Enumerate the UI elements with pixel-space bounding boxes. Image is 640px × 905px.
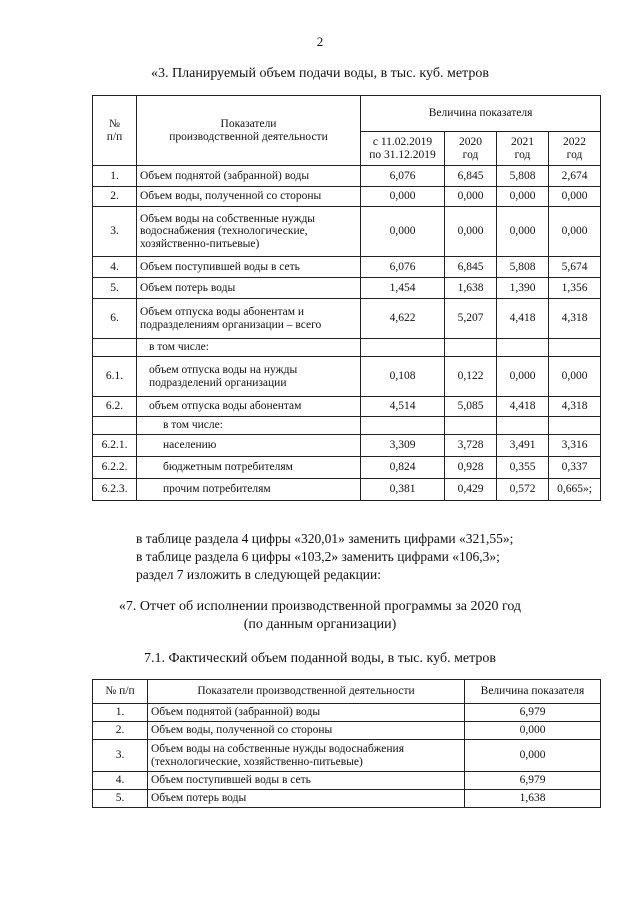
table-row — [93, 722, 601, 740]
table-row — [93, 704, 601, 722]
row-value: 5,674 — [549, 257, 601, 278]
table-row — [93, 299, 601, 339]
row-value — [497, 417, 549, 435]
row-num: 6.2.2. — [93, 457, 137, 479]
table1-heading: «3. Планируемый объем подачи воды, в тыс. куб. метров — [151, 66, 489, 81]
row-value: 0,000 — [497, 187, 549, 207]
row-value — [549, 417, 601, 435]
row-num: 6.1. — [93, 357, 137, 397]
row-name: Объем поднятой (забранной) воды — [148, 704, 465, 722]
row-num: 1. — [93, 166, 137, 187]
row-value: 6,979 — [465, 704, 601, 722]
row-value: 4,418 — [497, 397, 549, 417]
row-num: 5. — [93, 790, 148, 808]
actual-volume-table — [92, 679, 601, 808]
row-value: 1,390 — [497, 278, 549, 299]
row-num: 4. — [93, 257, 137, 278]
row-value: 0,824 — [361, 457, 445, 479]
row-num: 2. — [93, 187, 137, 207]
table-row — [93, 790, 601, 808]
table-row — [93, 207, 601, 257]
row-value: 5,808 — [497, 257, 549, 278]
row-value: 6,076 — [361, 166, 445, 187]
row-name: Объем воды на собственные нужды водоснабжения (технологические, хозяйственно-питьевые) — [137, 207, 361, 257]
table-row — [93, 339, 601, 357]
row-num: 6.2.1. — [93, 435, 137, 457]
row-value: 1,638 — [445, 278, 497, 299]
row-value: 4,418 — [497, 299, 549, 339]
row-value: 4,622 — [361, 299, 445, 339]
header-period: 2022 год — [549, 132, 601, 166]
table-row — [93, 479, 601, 501]
row-value: 6,076 — [361, 257, 445, 278]
planned-volume-table — [92, 95, 601, 501]
row-num: 5. — [93, 278, 137, 299]
row-num: 6.2.3. — [93, 479, 137, 501]
amendment-paragraph: в таблице раздела 6 цифры «103,2» заменить цифрами «106,3»; — [136, 549, 500, 564]
row-num: 1. — [93, 704, 148, 722]
row-name: Объем отпуска воды абонентам и подразделениям организации – всего — [137, 299, 361, 339]
row-value: 3,491 — [497, 435, 549, 457]
row-name: бюджетным потребителям — [137, 457, 361, 479]
row-value: 0,000 — [445, 207, 497, 257]
row-value: 5,808 — [497, 166, 549, 187]
row-name: прочим потребителям — [137, 479, 361, 501]
row-value — [445, 339, 497, 357]
table-row — [93, 435, 601, 457]
row-value: 0,000 — [549, 207, 601, 257]
row-value: 1,638 — [465, 790, 601, 808]
row-value: 3,316 — [549, 435, 601, 457]
row-value — [549, 339, 601, 357]
row-value: 0,000 — [361, 187, 445, 207]
table-row — [93, 772, 601, 790]
row-value: 6,845 — [445, 166, 497, 187]
row-value — [361, 339, 445, 357]
row-value: 1,356 — [549, 278, 601, 299]
table-row — [93, 417, 601, 435]
row-value — [361, 417, 445, 435]
row-value: 6,979 — [465, 772, 601, 790]
row-value: 0,000 — [465, 722, 601, 740]
row-value: 4,514 — [361, 397, 445, 417]
row-value: 4,318 — [549, 397, 601, 417]
row-value — [497, 339, 549, 357]
row-name: в том числе: — [137, 339, 361, 357]
row-value: 0,000 — [497, 357, 549, 397]
header-value: Величина показателя — [465, 680, 601, 704]
row-value: 0,572 — [497, 479, 549, 501]
row-num — [93, 417, 137, 435]
section7-heading-line2: (по данным организации) — [243, 617, 397, 632]
row-value: 0,429 — [445, 479, 497, 501]
header-indicator: Показатели производственной деятельности — [148, 680, 465, 704]
row-value: 0,381 — [361, 479, 445, 501]
row-value — [445, 417, 497, 435]
row-value: 0,000 — [497, 207, 549, 257]
header-value-group: Величина показателя — [361, 96, 601, 132]
row-value: 5,207 — [445, 299, 497, 339]
header-num: № п/п — [93, 680, 148, 704]
row-num: 6. — [93, 299, 137, 339]
table-row — [93, 397, 601, 417]
row-num: 4. — [93, 772, 148, 790]
header-period: с 11.02.2019 по 31.12.2019 — [361, 132, 445, 166]
row-value: 4,318 — [549, 299, 601, 339]
table-row — [93, 457, 601, 479]
row-value: 5,085 — [445, 397, 497, 417]
header-period: 2021 год — [497, 132, 549, 166]
header-num: № п/п — [93, 96, 137, 166]
table-row — [93, 278, 601, 299]
section7-heading — [0, 598, 640, 634]
row-num: 6.2. — [93, 397, 137, 417]
row-value: 0,000 — [549, 357, 601, 397]
row-name: населению — [137, 435, 361, 457]
row-value: 0,928 — [445, 457, 497, 479]
row-name: Объем поступившей воды в сеть — [137, 257, 361, 278]
row-num: 3. — [93, 207, 137, 257]
row-name: в том числе: — [137, 417, 361, 435]
table-row — [93, 166, 601, 187]
page-number: 2 — [316, 34, 324, 49]
row-value: 6,845 — [445, 257, 497, 278]
table-row — [93, 357, 601, 397]
row-name: Объем воды на собственные нужды водоснабжения (технологические, хозяйственно-питьевые) — [148, 740, 465, 772]
row-value: 0,355 — [497, 457, 549, 479]
row-num — [93, 339, 137, 357]
row-value: 0,122 — [445, 357, 497, 397]
section7-heading-line1: «7. Отчет об исполнении производственной программы за 2020 год — [118, 599, 522, 614]
table-row — [93, 740, 601, 772]
row-value: 0,000 — [445, 187, 497, 207]
row-value: 0,000 — [465, 740, 601, 772]
header-indicator: Показатели производственной деятельности — [137, 96, 361, 166]
row-name: Объем потерь воды — [137, 278, 361, 299]
row-name: объем отпуска воды абонентам — [137, 397, 361, 417]
table2-heading: 7.1. Фактический объем поданной воды, в тыс. куб. метров — [143, 651, 497, 666]
row-name: Объем потерь воды — [148, 790, 465, 808]
row-name: Объем поступившей воды в сеть — [148, 772, 465, 790]
row-value: 1,454 — [361, 278, 445, 299]
amendment-paragraph: в таблице раздела 4 цифры «320,01» заменить цифрами «321,55»; — [136, 531, 514, 546]
row-name: Объем воды, полученной со стороны — [137, 187, 361, 207]
row-value: 0,108 — [361, 357, 445, 397]
table-row — [93, 187, 601, 207]
row-name: объем отпуска воды на нужды подразделений организации — [137, 357, 361, 397]
row-value: 0,000 — [549, 187, 601, 207]
amendment-paragraph: раздел 7 изложить в следующей редакции: — [136, 567, 382, 582]
row-value: 0,337 — [549, 457, 601, 479]
row-name: Объем воды, полученной со стороны — [148, 722, 465, 740]
row-value: 2,674 — [549, 166, 601, 187]
row-value: 0,665»; — [549, 479, 601, 501]
row-name: Объем поднятой (забранной) воды — [137, 166, 361, 187]
row-num: 3. — [93, 740, 148, 772]
row-value: 0,000 — [361, 207, 445, 257]
row-value: 3,728 — [445, 435, 497, 457]
table-row — [93, 257, 601, 278]
header-period: 2020 год — [445, 132, 497, 166]
row-num: 2. — [93, 722, 148, 740]
row-value: 3,309 — [361, 435, 445, 457]
